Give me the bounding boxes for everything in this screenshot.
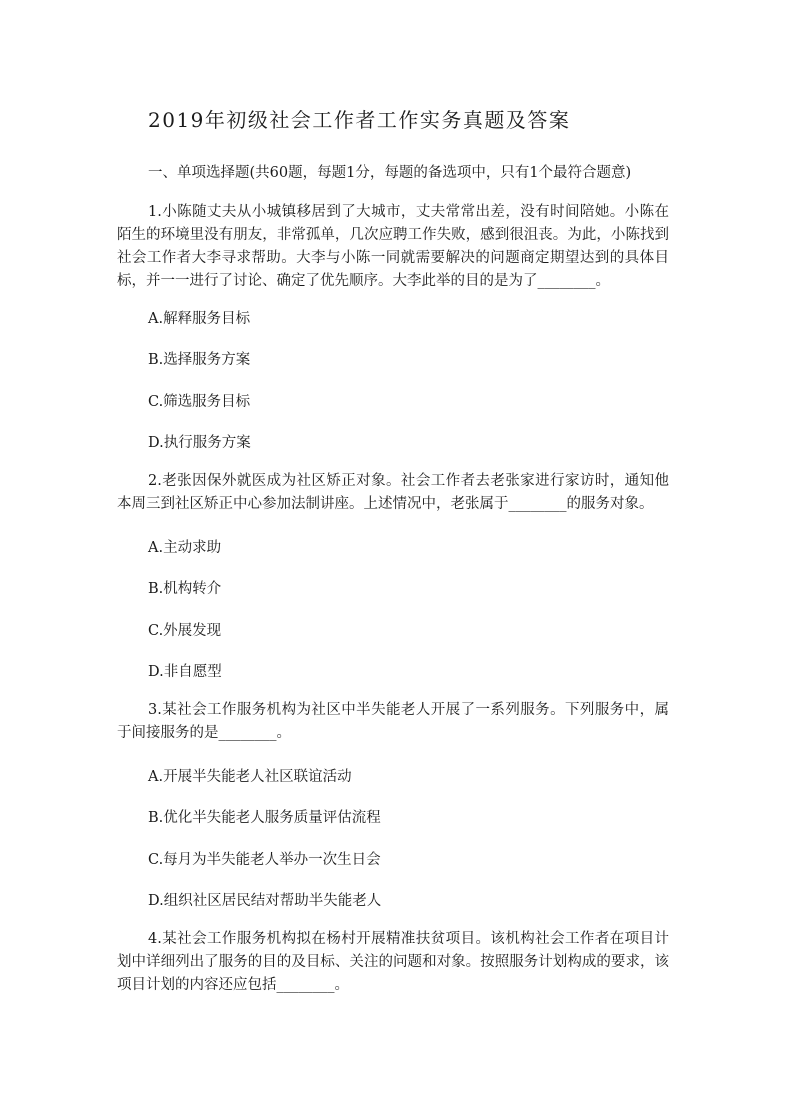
question-3-stem: 3.某社会工作服务机构为社区中半失能老人开展了一系列服务。下列服务中，属于间接服务的是________。 <box>117 702 669 741</box>
document-title: 2019年初级社会工作者工作实务真题及答案 <box>148 108 571 132</box>
question-1-option-d: D.执行服务方案 <box>148 435 251 451</box>
question-2-option-c: C.外展发现 <box>148 623 222 639</box>
question-3-option-a: A.开展半失能老人社区联谊活动 <box>148 769 352 785</box>
question-2-option-d: D.非自愿型 <box>148 664 222 680</box>
question-3-option-d: D.组织社区居民结对帮助半失能老人 <box>148 893 382 909</box>
question-3-option-b: B.优化半失能老人服务质量评估流程 <box>148 810 381 826</box>
question-3-option-c: C.每月为半失能老人举办一次生日会 <box>148 852 381 868</box>
question-2-stem: 2.老张因保外就医成为社区矫正对象。社会工作者去老张家进行家访时，通知他本周三到社区矫正中心参加法制讲座。上述情况中，老张属于________的服务对象。 <box>117 473 669 512</box>
question-2-option-b: B.机构转介 <box>148 581 222 597</box>
question-1-option-a: A.解释服务目标 <box>148 311 251 327</box>
question-1-option-c: C.筛选服务目标 <box>148 394 251 410</box>
question-1-option-b: B.选择服务方案 <box>148 352 251 368</box>
question-1-stem: 1.小陈随丈夫从小城镇移居到了大城市，丈夫常常出差，没有时间陪她。小陈在陌生的环境里没有朋友，非常孤单，几次应聘工作失败，感到很沮丧。为此，小陈找到社会工作者大李寻求帮助。大李与小陈一同就需要解决的问题商定期望达到的具体目标，并一一进行了讨论、确定了优先顺序。大李此举的目的是为了________。 <box>117 204 669 289</box>
question-4-stem: 4.某社会工作服务机构拟在杨村开展精准扶贫项目。该机构社会工作者在项目计划中详细列出了服务的目的及目标、关注的问题和对象。按照服务计划构成的要求，该项目计划的内容还应包括________。 <box>117 931 669 993</box>
section-heading: 一、单项选择题(共60题，每题1分，每题的备选项中，只有1个最符合题意) <box>148 165 632 181</box>
question-2-option-a: A.主动求助 <box>148 540 222 556</box>
